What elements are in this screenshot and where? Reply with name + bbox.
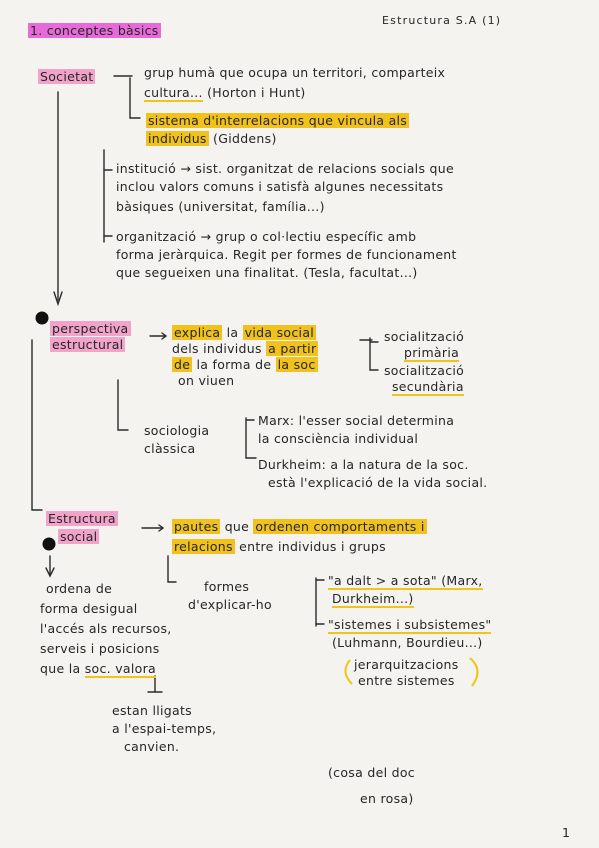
perspectiva-expl-line2: dels individus a partir bbox=[172, 341, 317, 356]
pautes-line1: pautes que ordenen comportaments i bbox=[174, 519, 425, 534]
page-number: 1 bbox=[562, 825, 571, 840]
socialitzacio-primaria-line2: primària bbox=[404, 345, 460, 360]
section-heading: 1. conceptes bàsics bbox=[30, 23, 159, 38]
societat-def2-line1: sistema d'interrelacions que vincula als bbox=[148, 113, 408, 128]
perspectiva-expl-line1: explica la vida social bbox=[174, 325, 315, 340]
header-top-right: Estructura S.A (1) bbox=[382, 14, 502, 27]
ordena-line2: forma desigual bbox=[40, 601, 138, 616]
socialitzacio-secundaria-line1: socialització bbox=[384, 363, 465, 378]
formes-line2: d'explicar-ho bbox=[188, 597, 272, 612]
estan-line3: canvien. bbox=[124, 739, 180, 754]
sistemes-line1: "sistemes i subsistemes" bbox=[328, 617, 492, 632]
sociologia-classica-line2: clàssica bbox=[144, 441, 196, 456]
marx-line1: Marx: l'esser social determina bbox=[258, 413, 455, 428]
cosa-doc-line2: en rosa) bbox=[360, 791, 414, 806]
ordena-line1: ordena de bbox=[46, 581, 113, 596]
socialitzacio-secundaria-line2: secundària bbox=[392, 379, 464, 394]
organitzacio-line1: organització → grup o col·lectiu específic amb bbox=[116, 229, 417, 244]
durkheim-line2: està l'explicació de la vida social. bbox=[268, 475, 488, 490]
cosa-doc-line1: (cosa del doc bbox=[328, 765, 415, 780]
estructura-label-line1: Estructura bbox=[48, 511, 116, 526]
organitzacio-line2: forma jeràrquica. Regit per formes de funcionament bbox=[116, 247, 457, 262]
ordena-line4: serveis i posicions bbox=[40, 641, 160, 656]
dalt-sota-line1: "a dalt > a sota" (Marx, bbox=[328, 573, 483, 588]
institucio-line1: institució → sist. organitzat de relacions socials que bbox=[116, 161, 454, 176]
societat-def1-line1: grup humà que ocupa un territori, comparteix bbox=[144, 65, 446, 80]
dalt-sota-line2: Durkheim...) bbox=[332, 591, 414, 606]
organitzacio-line3: que segueixen una finalitat. (Tesla, facultat...) bbox=[116, 265, 418, 280]
institucio-line2: inclou valors comuns i satisfà algunes necessitats bbox=[116, 179, 444, 194]
institucio-line3: bàsiques (universitat, família...) bbox=[116, 199, 325, 214]
ordena-line5: que la soc. valora bbox=[40, 661, 156, 676]
ordena-line3: l'accés als recursos, bbox=[40, 621, 172, 636]
societat-def2-line2: individus (Giddens) bbox=[148, 131, 277, 146]
estan-line1: estan lligats bbox=[112, 703, 192, 718]
perspectiva-expl-line4: on viuen bbox=[178, 373, 235, 388]
formes-line1: formes bbox=[204, 579, 250, 594]
durkheim-line1: Durkheim: a la natura de la soc. bbox=[258, 457, 469, 472]
estan-line2: a l'espai-temps, bbox=[112, 721, 217, 736]
perspectiva-label-line1: perspectiva bbox=[52, 321, 129, 336]
sistemes-line2: (Luhmann, Bourdieu...) bbox=[332, 635, 483, 650]
marx-line2: la consciència individual bbox=[258, 431, 419, 446]
perspectiva-label-line2: estructural bbox=[52, 337, 124, 352]
estructura-label-line2: social bbox=[60, 529, 98, 544]
socialitzacio-primaria-line1: socialització bbox=[384, 329, 465, 344]
pautes-line2: relacions entre individus i grups bbox=[174, 539, 386, 554]
societat-def1-line2: cultura... (Horton i Hunt) bbox=[144, 85, 306, 100]
societat-label: Societat bbox=[40, 69, 94, 84]
jerarquitzacions-line2: entre sistemes bbox=[358, 673, 455, 688]
jerarquitzacions-line1: jerarquitzacions bbox=[354, 657, 459, 672]
perspectiva-expl-line3: de la forma de la soc bbox=[174, 357, 316, 372]
sociologia-classica-line1: sociologia bbox=[144, 423, 210, 438]
